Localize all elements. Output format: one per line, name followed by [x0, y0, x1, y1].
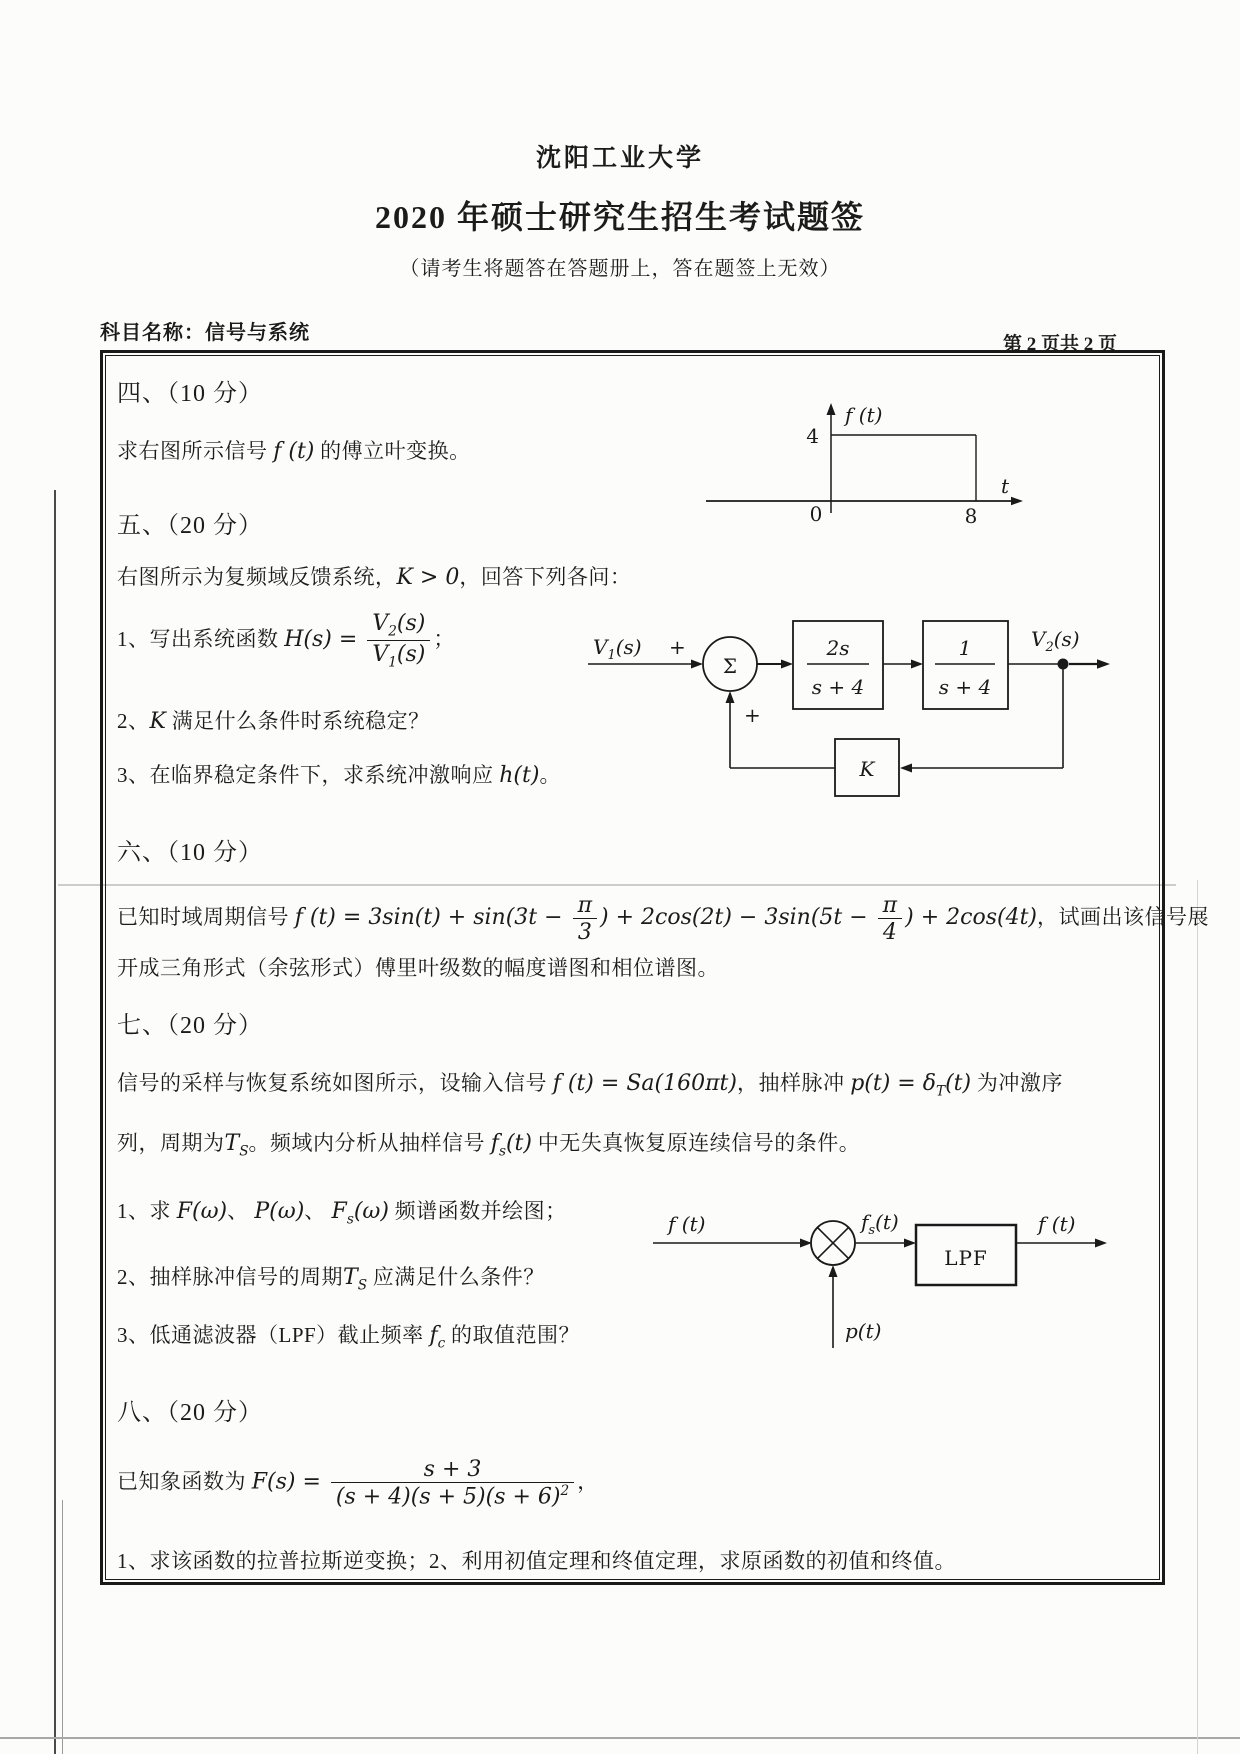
subject-name: 科目名称：信号与系统	[100, 322, 310, 344]
q5-diagram-output-label	[1031, 627, 1080, 655]
q5-item1-den-sub: 1	[388, 654, 397, 671]
q5-block1-numerator: 2s	[826, 636, 850, 660]
q7-line1-math1: f (t) = Sa(160πt)	[552, 1071, 737, 1096]
q5-summer-sigma: Σ	[722, 654, 738, 678]
q7-item3-post: 的取值范围？	[445, 1323, 580, 1347]
q8-frac-denominator	[331, 1482, 574, 1510]
q5-pickoff-dot	[1058, 659, 1069, 670]
q5-arrowhead-block2	[911, 660, 923, 669]
q5-item1-den-base: V	[372, 642, 389, 668]
q5-block2-numerator: 1	[958, 636, 972, 660]
q5-input-arrowhead	[691, 660, 703, 669]
q5-item1-fraction	[367, 611, 430, 671]
q6-frac2-denominator: 4	[878, 918, 902, 945]
q4-text-pre: 求右图所示信号	[117, 439, 274, 463]
q7-sampled-post: (t)	[875, 1210, 899, 1234]
q5-output-post: (s)	[1053, 627, 1080, 651]
q5-output-base: V	[1031, 627, 1046, 651]
q7-line1-pre: 信号的采样与恢复系统如图所示，设输入信号	[117, 1071, 553, 1095]
y-axis-arrowhead	[827, 403, 836, 415]
q7-line2-math2	[490, 1131, 532, 1160]
q8-den-exponent: 2	[560, 1483, 570, 1500]
q7-line2-m1-base: T	[224, 1131, 240, 1156]
question-8-heading: 八、（20 分）	[117, 1400, 263, 1426]
q5-item1-lhs: H(s) =	[284, 626, 365, 652]
q7-item1-math3	[331, 1199, 389, 1228]
scan-artifact-left-line	[54, 490, 56, 1754]
q8-fraction	[331, 1457, 574, 1510]
q4-figure-amplitude: 4	[806, 424, 819, 448]
q7-line1-m2-post: (t)	[945, 1071, 972, 1096]
q5-feedback-block-diagram	[583, 616, 1123, 808]
q7-item1-sep2: 、	[304, 1199, 332, 1223]
q6-frac2-numerator: π	[882, 893, 898, 918]
exam-title: 2020 年硕士研究生招生考试题签	[374, 199, 865, 235]
page-number: 第 2 页共 2 页	[1002, 334, 1117, 355]
q5-item3-math: h(t)	[499, 763, 540, 788]
q5-item3-post: 。	[539, 763, 561, 787]
q7-line2-m2-post: (t)	[505, 1131, 532, 1156]
q5-item1-frac-denominator	[367, 640, 430, 671]
question-5-item-2	[117, 705, 430, 735]
q6-formula-part2: ) + 2cos(2t) − 3sin(5t −	[600, 905, 875, 931]
q5-item1-den-post: (s)	[396, 642, 426, 668]
q5-feedback-arrowhead-into-k	[900, 764, 912, 773]
q5-item1-num-post: (s)	[396, 611, 426, 636]
q7-diagram-input-label: f (t)	[668, 1212, 706, 1236]
q7-output-arrowhead	[1095, 1239, 1107, 1248]
question-6-formula-line	[117, 893, 1209, 946]
q5-intro-post: ，回答下列各问：	[459, 565, 632, 589]
q5-item1-num-base: V	[372, 611, 389, 636]
q7-line2-pre: 列，周期为	[117, 1131, 225, 1155]
q7-item3-pre: 3、低通滤波器（LPF）截止频率	[117, 1323, 430, 1347]
question-8-line-2: 1、求该函数的拉普拉斯逆变换；2、利用初值定理和终值定理，求原函数的初值和终值。	[117, 1549, 956, 1573]
q8-lhs: F(s) =	[251, 1469, 328, 1495]
question-7-line-2	[117, 1127, 860, 1159]
q5-feedback-arrowhead-into-summer	[726, 691, 735, 703]
scan-artifact-right-line	[1197, 880, 1198, 1754]
q5-input-post: (s)	[615, 635, 642, 659]
q5-item3-pre: 3、在临界稳定条件下，求系统冲激响应	[117, 763, 500, 787]
q7-item3-m-base: f	[429, 1323, 438, 1348]
q5-diagram-plus-top: +	[669, 635, 686, 659]
q5-diagram-plus-bottom: +	[744, 703, 761, 727]
q7-sampled-base: f	[861, 1210, 869, 1234]
q8-den-base: (s + 4)(s + 5)(s + 6)	[335, 1484, 561, 1510]
q7-line2-math1	[224, 1131, 249, 1160]
q5-item1-pre: 1、写出系统函数	[117, 626, 285, 651]
q7-sampled-sub: s	[868, 1223, 876, 1238]
q8-post: ，	[577, 1469, 599, 1494]
q7-lpf-label: LPF	[944, 1246, 988, 1270]
q4-figure-origin: 0	[809, 502, 823, 526]
university-name: 沈阳工业大学	[535, 145, 704, 172]
q6-post: ，试画出该信号展	[1037, 905, 1210, 930]
q7-item3-m-sub: c	[437, 1335, 446, 1352]
q4-text-math: f (t)	[273, 439, 315, 464]
q5-block1-denominator: s + 4	[811, 675, 865, 699]
q5-input-sub: 1	[607, 648, 616, 663]
q7-item1-math2: P(ω)	[254, 1199, 305, 1224]
q5-intro-pre: 右图所示为复频域反馈系统，	[117, 565, 397, 589]
q5-diagram-input-label	[593, 635, 642, 663]
q5-block2-denominator: s + 4	[938, 675, 992, 699]
q7-item1-m3-sub: s	[346, 1211, 354, 1228]
question-4-text	[117, 435, 471, 465]
question-4-heading: 四、（10 分）	[117, 381, 263, 407]
q6-fraction-1	[573, 893, 597, 946]
q7-diagram-output-label: f (t)	[1038, 1212, 1076, 1236]
question-7-item-3	[117, 1319, 580, 1351]
q6-frac1-denominator: 3	[573, 918, 597, 945]
q4-figure-x-label: t	[1001, 474, 1010, 498]
q5-arrowhead-block1	[781, 660, 793, 669]
q7-arrowhead-into-lpf	[904, 1239, 916, 1248]
q4-figure-x-end: 8	[964, 504, 978, 528]
q5-item2-post: 满足什么条件时系统稳定？	[165, 709, 430, 733]
q7-line1-mid: ，抽样脉冲	[736, 1071, 851, 1095]
q6-pre: 已知时域周期信号	[117, 905, 295, 930]
question-6-heading: 六、（10 分）	[117, 840, 263, 866]
q7-item1-m3-post: (ω)	[353, 1199, 389, 1224]
q6-frac1-numerator: π	[577, 893, 593, 918]
q5-item1-post: ；	[433, 626, 455, 651]
q7-line1-m2-sub: T	[935, 1083, 946, 1100]
q7-line2-mid: 。频域内分析从抽样信号	[248, 1131, 491, 1155]
q7-item1-pre: 1、求	[117, 1199, 177, 1223]
q7-item2-m-base: T	[343, 1265, 358, 1290]
q8-frac-numerator: s + 3	[423, 1457, 482, 1482]
q7-item1-m3-base: F	[331, 1199, 347, 1224]
q8-pre: 已知象函数为	[117, 1469, 252, 1494]
q7-item1-math1: F(ω)	[176, 1199, 228, 1224]
q7-item2-post: 应满足什么条件？	[367, 1265, 545, 1289]
q7-line1-m2-base: p(t) = δ	[850, 1071, 936, 1096]
q6-formula-part3: ) + 2cos(4t)	[905, 905, 1038, 931]
exam-content-box	[100, 350, 1210, 1585]
scan-artifact-left-line-2	[62, 1500, 63, 1754]
q7-item1-post: 频谱函数并绘图；	[388, 1199, 567, 1223]
q5-output-arrowhead	[1097, 659, 1110, 669]
question-8-formula-line	[117, 1457, 599, 1510]
question-6-line-2: 开成三角形式（余弦形式）傅里叶级数的幅度谱图和相位谱图。	[117, 956, 719, 980]
q7-item1-sep1: 、	[227, 1199, 255, 1223]
q7-line2-m1-sub: S	[239, 1143, 249, 1160]
q7-diagram-pulse-label: p(t)	[845, 1319, 882, 1343]
q5-output-sub: 2	[1045, 640, 1054, 655]
q5-item1-frac-numerator	[367, 611, 430, 640]
q7-diagram-sampled-label	[859, 1210, 899, 1238]
q7-line2-post: 中无失真恢复原连续信号的条件。	[531, 1131, 861, 1155]
question-5-heading: 五、（20 分）	[117, 513, 263, 539]
q7-item3-math	[429, 1323, 446, 1352]
exam-note: （请考生将题答在答题册上，答在题签上无效）	[399, 258, 841, 280]
q5-item2-pre: 2、	[117, 709, 150, 733]
x-axis-arrowhead	[1011, 497, 1023, 505]
q7-line1-math2	[850, 1071, 972, 1100]
q5-item2-math: K	[149, 709, 166, 734]
q7-item2-math	[343, 1265, 368, 1294]
q4-text-post: 的傅立叶变换。	[314, 439, 471, 463]
q7-line1-post: 为冲激序	[971, 1071, 1063, 1095]
q5-intro-math: K > 0	[396, 565, 460, 590]
question-7-item-2	[117, 1261, 545, 1293]
q7-item2-m-sub: S	[357, 1277, 368, 1294]
q4-figure-y-label: f (t)	[845, 403, 883, 427]
question-7-line-1	[117, 1067, 1063, 1099]
q5-feedback-gain-label: K	[859, 757, 875, 781]
q7-line2-m2-sub: s	[498, 1143, 506, 1160]
q4-signal-plot	[698, 398, 1038, 533]
scan-artifact-bottom-line	[0, 1737, 1240, 1739]
q5-item1-num-sub: 2	[388, 623, 397, 640]
question-5-intro	[117, 561, 631, 591]
q6-fraction-2	[878, 893, 902, 946]
q7-pulse-arrowhead	[829, 1265, 838, 1277]
q7-item2-pre: 2、抽样脉冲信号的周期	[117, 1265, 343, 1289]
q7-sampling-diagram	[648, 1203, 1168, 1353]
question-5-item-3	[117, 759, 561, 789]
question-7-item-1	[117, 1195, 567, 1227]
q5-input-base: V	[593, 635, 608, 659]
q7-line2-m2-base: f	[490, 1131, 499, 1156]
question-5-item-1	[117, 611, 455, 671]
question-7-heading: 七、（20 分）	[117, 1013, 263, 1039]
q6-formula-part1: f (t) = 3sin(t) + sin(3t −	[294, 905, 570, 931]
